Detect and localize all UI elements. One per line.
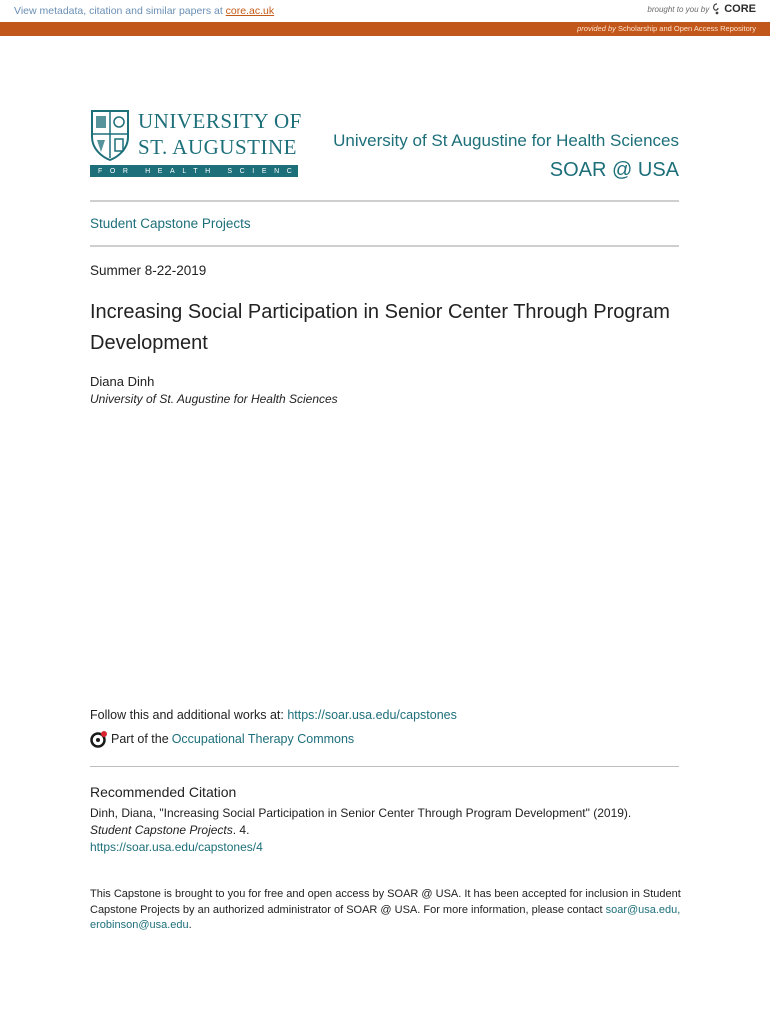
provided-by-repo: Scholarship and Open Access Repository xyxy=(618,24,756,33)
access-notice xyxy=(90,887,690,934)
brought-by-text: brought to you by xyxy=(647,4,710,14)
logo-band: FOR HEALTH SCIENCES xyxy=(90,165,298,177)
author-name: Diana Dinh xyxy=(90,374,155,389)
logo-line-1: UNIVERSITY OF xyxy=(138,109,302,133)
repository-name[interactable]: SOAR @ USA xyxy=(549,159,679,181)
core-logo-icon xyxy=(712,3,722,15)
follow-text: Follow this and additional works at: xyxy=(90,708,288,722)
core-logo[interactable] xyxy=(712,3,756,15)
core-provided-bar xyxy=(0,22,770,36)
recommended-citation xyxy=(90,805,690,856)
provided-by-prefix: provided by xyxy=(577,24,616,33)
shield-icon xyxy=(90,109,130,161)
core-provided-by[interactable] xyxy=(577,24,756,33)
notice-text: This Capstone is brought to you for free and open access by SOAR @ USA. It has been accepted for inclusion in Student Capstone Projects by an authorized administrator of SOAR @ USA. For more information, please contact xyxy=(90,888,681,916)
core-metadata-link[interactable] xyxy=(14,5,274,17)
publication-date: Summer 8-22-2019 xyxy=(90,263,207,278)
citation-url-link[interactable]: https://soar.usa.edu/capstones/4 xyxy=(90,840,263,854)
citation-heading: Recommended Citation xyxy=(90,784,237,800)
citation-line: Dinh, Diana, "Increasing Social Participation in Senior Center Through Program Development" (2019). xyxy=(90,806,632,820)
core-brought-by xyxy=(647,3,756,15)
divider xyxy=(90,766,679,767)
commons-line xyxy=(90,730,354,748)
core-top-bar xyxy=(0,0,770,22)
divider xyxy=(90,200,679,202)
commons-link[interactable]: Occupational Therapy Commons xyxy=(171,732,355,746)
divider xyxy=(90,245,679,247)
citation-journal-line xyxy=(90,822,690,839)
university-logo[interactable] xyxy=(90,109,324,179)
citation-journal: Student Capstone Projects xyxy=(90,823,233,837)
citation-number: . 4. xyxy=(232,823,250,837)
core-url-link[interactable]: core.ac.uk xyxy=(225,5,275,17)
document-title: Increasing Social Participation in Senior Center Through Program Development xyxy=(90,301,670,354)
follow-works xyxy=(90,708,457,722)
author-affiliation: University of St. Augustine for Health Sciences xyxy=(90,392,338,406)
logo-line-2: ST. AUGUSTINE xyxy=(138,135,297,159)
notice-end: . xyxy=(188,919,192,931)
core-metadata-text: View metadata, citation and similar papers at xyxy=(14,5,226,17)
institution-name[interactable]: University of St Augustine for Health Sciences xyxy=(333,131,679,150)
contact-email-links[interactable]: soar@usa.edu, erobinson@usa.edu xyxy=(90,903,681,931)
follow-url-link[interactable]: https://soar.usa.edu/capstones xyxy=(287,708,457,722)
series-link[interactable]: Student Capstone Projects xyxy=(90,216,251,231)
part-of-text: Part of the xyxy=(111,732,169,746)
core-logo-text: CORE xyxy=(724,3,756,15)
network-commons-icon xyxy=(90,730,108,748)
